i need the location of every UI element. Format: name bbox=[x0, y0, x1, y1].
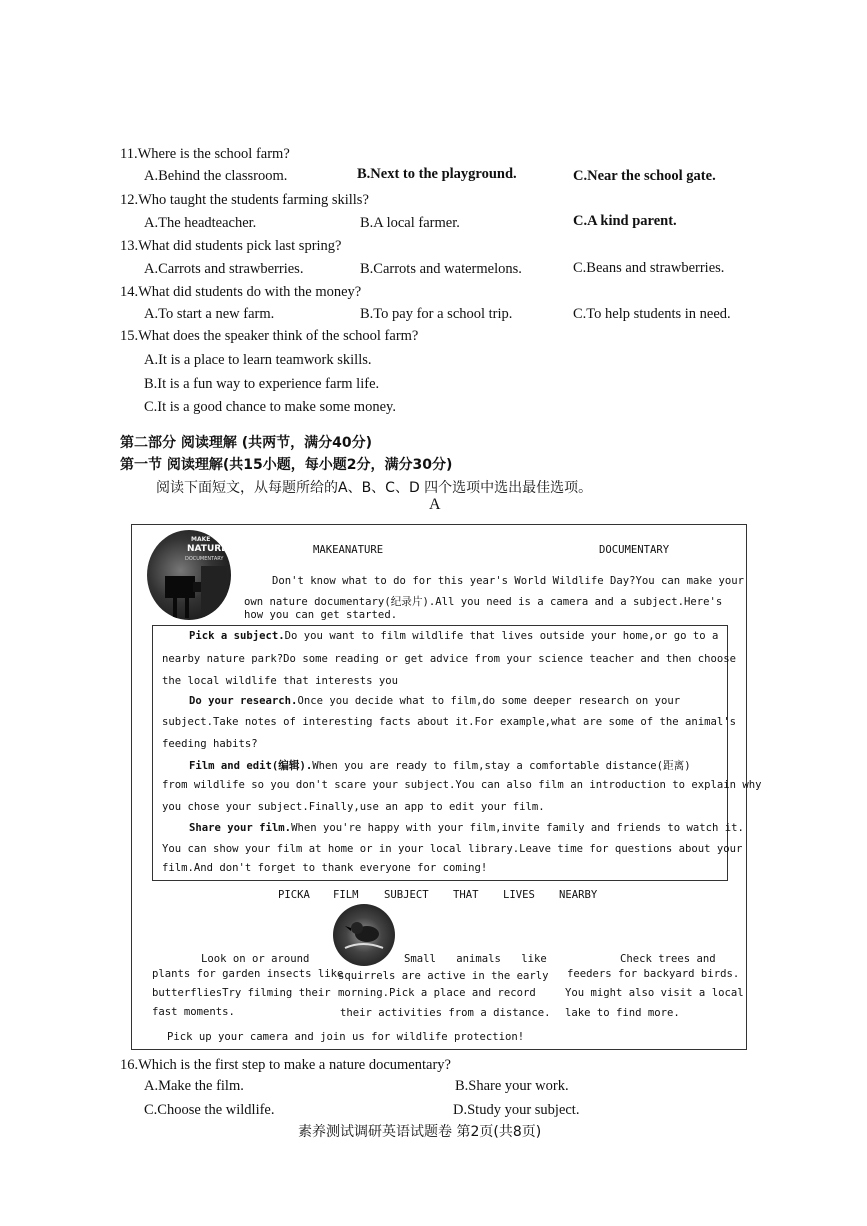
step-title: Do your research. bbox=[189, 695, 298, 707]
q13-option-b: B.Carrots and watermelons. bbox=[360, 261, 522, 277]
q11-option-b: B.Next to the playground. bbox=[357, 166, 517, 182]
step-line: nearby nature park?Do some reading or get advice from your science teacher and then choose bbox=[162, 653, 737, 665]
logo-text-documentary: DOCUMENTARY bbox=[185, 556, 224, 562]
column-line: squirrels are active in the early bbox=[338, 970, 549, 982]
intro-line-3: how you can get started. bbox=[244, 609, 398, 621]
q12-option-a: A.The headteacher. bbox=[144, 215, 257, 231]
column-line: plants for garden insects like bbox=[152, 968, 344, 980]
step-film-edit bbox=[189, 758, 691, 773]
step-title: Film and edit(编辑). bbox=[189, 760, 313, 772]
step-text: When you're happy with your film,invite family and friends to watch it. bbox=[291, 822, 744, 834]
q16-option-d: D.Study your subject. bbox=[453, 1102, 580, 1118]
pick-word: FILM bbox=[333, 889, 359, 901]
q15-option-a: A.It is a place to learn teamwork skills. bbox=[144, 352, 372, 368]
bird-silhouette-icon bbox=[333, 904, 395, 966]
passage-label: A bbox=[429, 496, 441, 513]
intro-line-2: own nature documentary(纪录片).All you need is a camera and a subject.Here's bbox=[244, 596, 723, 608]
q14-option-a: A.To start a new farm. bbox=[144, 306, 275, 322]
q14-option-c: C.To help students in need. bbox=[573, 306, 731, 322]
column-line: fast moments. bbox=[152, 1006, 235, 1018]
question-14: 14.What did students do with the money? bbox=[120, 284, 362, 300]
step-line: feeding habits? bbox=[162, 738, 258, 750]
step-line: from wildlife so you don't scare your subject.You can also film an introduction to explain why bbox=[162, 779, 762, 791]
step-line: you chose your subject.Finally,use an app to edit your film. bbox=[162, 801, 545, 813]
step-line: film.And don't forget to thank everyone for coming! bbox=[162, 862, 488, 874]
q12-option-b: B.A local farmer. bbox=[360, 215, 460, 231]
step-text: Once you decide what to film,do some deeper research on your bbox=[297, 695, 681, 707]
passage-closing: Pick up your camera and join us for wildlife protection! bbox=[167, 1031, 525, 1043]
question-15: 15.What does the speaker think of the school farm? bbox=[120, 328, 419, 344]
pick-word: PICKA bbox=[278, 889, 310, 901]
reading-instruction: 阅读下面短文，从每题所给的A、B、C、D 四个选项中选出最佳选项。 bbox=[156, 480, 593, 496]
q16-option-a: A.Make the film. bbox=[144, 1078, 244, 1094]
logo-text-nature: NATURE bbox=[187, 544, 228, 554]
q13-option-c: C.Beans and strawberries. bbox=[573, 260, 725, 276]
page-footer: 素养测试调研英语试题卷 第2页(共8页) bbox=[298, 1124, 542, 1140]
step-do-research bbox=[189, 695, 680, 707]
column-line: Look on or around bbox=[201, 953, 310, 965]
pick-word: NEARBY bbox=[559, 889, 598, 901]
q11-option-a: A.Behind the classroom. bbox=[144, 168, 288, 184]
documentary-logo-photo bbox=[147, 530, 231, 620]
column-line: their activities from a distance. bbox=[340, 1007, 551, 1019]
column-line: Check trees and bbox=[620, 953, 716, 965]
section1-title: 第一节 阅读理解(共15小题，每小题2分，满分30分) bbox=[120, 457, 453, 473]
bird-photo bbox=[333, 904, 395, 966]
logo-text-make: MAKE bbox=[191, 536, 211, 543]
q15-option-b: B.It is a fun way to experience farm life. bbox=[144, 376, 380, 392]
column-line: Small animals like bbox=[404, 953, 547, 965]
q11-option-c: C.Near the school gate. bbox=[573, 168, 716, 184]
q16-option-b: B.Share your work. bbox=[455, 1078, 569, 1094]
question-11: 11.Where is the school farm? bbox=[120, 146, 290, 162]
q15-option-c: C.It is a good chance to make some money. bbox=[144, 399, 396, 415]
passage-heading-left: MAKEANATURE bbox=[313, 544, 384, 556]
pick-word: THAT bbox=[453, 889, 479, 901]
q14-option-b: B.To pay for a school trip. bbox=[360, 306, 513, 322]
intro-line-1: Don't know what to do for this year's World Wildlife Day?You can make your bbox=[272, 575, 744, 587]
pick-word: LIVES bbox=[503, 889, 535, 901]
q16-option-c: C.Choose the wildlife. bbox=[144, 1102, 275, 1118]
column-line: butterfliesTry filming their bbox=[152, 987, 331, 999]
step-share-film bbox=[189, 822, 744, 834]
column-line: lake to find more. bbox=[565, 1007, 680, 1019]
step-line: You can show your film at home or in your local library.Leave time for questions about your bbox=[162, 843, 743, 855]
q12-option-c: C.A kind parent. bbox=[573, 213, 677, 229]
pick-word: SUBJECT bbox=[384, 889, 429, 901]
part2-title: 第二部分 阅读理解 (共两节，满分40分) bbox=[120, 435, 373, 451]
step-title: Pick a subject. bbox=[189, 630, 285, 642]
step-text: Do you want to film wildlife that lives outside your home,or go to a bbox=[284, 630, 719, 642]
passage-heading-right: DOCUMENTARY bbox=[599, 544, 670, 556]
step-text: When you are ready to film,stay a comfortable distance(距离) bbox=[312, 760, 691, 772]
question-13: 13.What did students pick last spring? bbox=[120, 238, 342, 254]
column-line: feeders for backyard birds. bbox=[567, 968, 740, 980]
step-line: the local wildlife that interests you bbox=[162, 675, 398, 687]
q13-option-a: A.Carrots and strawberries. bbox=[144, 261, 304, 277]
step-title: Share your film. bbox=[189, 822, 292, 834]
column-line: morning.Pick a place and record bbox=[338, 987, 536, 999]
column-line: You might also visit a local bbox=[565, 987, 744, 999]
question-16: 16.Which is the first step to make a nature documentary? bbox=[120, 1057, 451, 1073]
step-pick-subject bbox=[189, 630, 718, 642]
question-12: 12.Who taught the students farming skills? bbox=[120, 192, 369, 208]
step-line: subject.Take notes of interesting facts about it.For example,what are some of the animal's bbox=[162, 716, 737, 728]
